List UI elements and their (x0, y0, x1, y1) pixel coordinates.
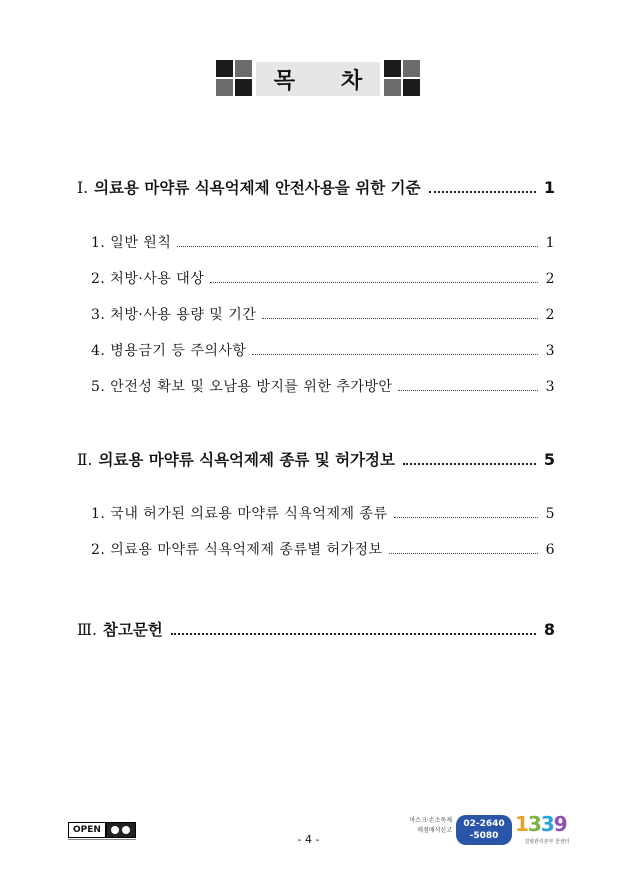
leader-dots (389, 553, 538, 554)
item-page: 3 (545, 379, 555, 395)
leader-dots (210, 282, 537, 283)
item-label: 2. 처방·사용 대상 (91, 271, 205, 287)
item-page: 2 (545, 271, 555, 287)
toc-section-3[interactable] (77, 618, 555, 640)
leader-dots (252, 354, 537, 355)
page-number: - 4 - (297, 833, 320, 846)
section-label: 참고문헌 (102, 621, 163, 639)
toc-title (0, 58, 617, 100)
hotline-logo: 1339 (515, 812, 567, 836)
title-box (256, 62, 380, 96)
item-page: 2 (545, 307, 555, 323)
toc-item[interactable] (91, 503, 555, 523)
title-decoration-right (384, 60, 420, 96)
leader-dots (262, 318, 537, 319)
section-label: 의료용 마약류 식욕억제제 종류 및 허가정보 (98, 451, 395, 469)
phone-line-1: 02-2640 (463, 819, 505, 829)
open-logo-text: OPEN (68, 822, 106, 838)
title-char-1: 목 (273, 68, 295, 94)
section-page: 8 (543, 620, 555, 639)
toc-item[interactable] (91, 539, 555, 559)
section-page: 1 (543, 178, 555, 197)
title-decoration-left (216, 60, 252, 96)
item-label: 3. 처방·사용 용량 및 기간 (91, 307, 257, 323)
section-label: 의료용 마약류 식욕억제제 안전사용을 위한 기준 (94, 179, 421, 197)
item-page: 3 (545, 343, 555, 359)
item-label: 2. 의료용 마약류 식욕억제제 종류별 허가정보 (91, 542, 383, 558)
leader-dots (403, 463, 536, 465)
phone-badge (456, 815, 512, 845)
campaign-notice (392, 816, 452, 836)
item-page: 6 (545, 542, 555, 558)
title-char-2: 차 (341, 68, 363, 94)
leader-dots (177, 246, 537, 247)
campaign-line-1: 마스크·손소독제 (409, 817, 452, 824)
section-page: 5 (543, 450, 555, 469)
campaign-line-2: 매점매석신고 (417, 827, 452, 834)
item-label: 1. 국내 허가된 의료용 마약류 식욕억제제 종류 (91, 506, 388, 522)
item-page: 5 (545, 506, 555, 522)
section-number: Ⅱ. (77, 451, 93, 469)
leader-dots (398, 390, 537, 391)
item-label: 1. 일반 원칙 (91, 235, 172, 251)
toc-item[interactable] (91, 304, 555, 324)
leader-dots (429, 191, 536, 193)
toc-item[interactable] (91, 340, 555, 360)
toc-item[interactable] (91, 268, 555, 288)
leader-dots (394, 517, 538, 518)
item-label: 4. 병용금기 등 주의사항 (91, 343, 247, 359)
section-number: Ⅲ. (77, 621, 97, 639)
hotline-caption: 질병관리본부 콜센터 (524, 839, 570, 845)
section-number: Ⅰ. (77, 179, 89, 197)
toc-section-2[interactable] (77, 448, 555, 470)
toc-section-1[interactable] (77, 176, 555, 198)
leader-dots (171, 633, 536, 635)
toc-item[interactable] (91, 232, 555, 252)
toc-item[interactable] (91, 376, 555, 396)
item-label: 5. 안전성 확보 및 오남용 방지를 위한 추가방안 (91, 379, 393, 395)
item-page: 1 (545, 235, 555, 251)
phone-line-2: -5080 (469, 831, 499, 841)
